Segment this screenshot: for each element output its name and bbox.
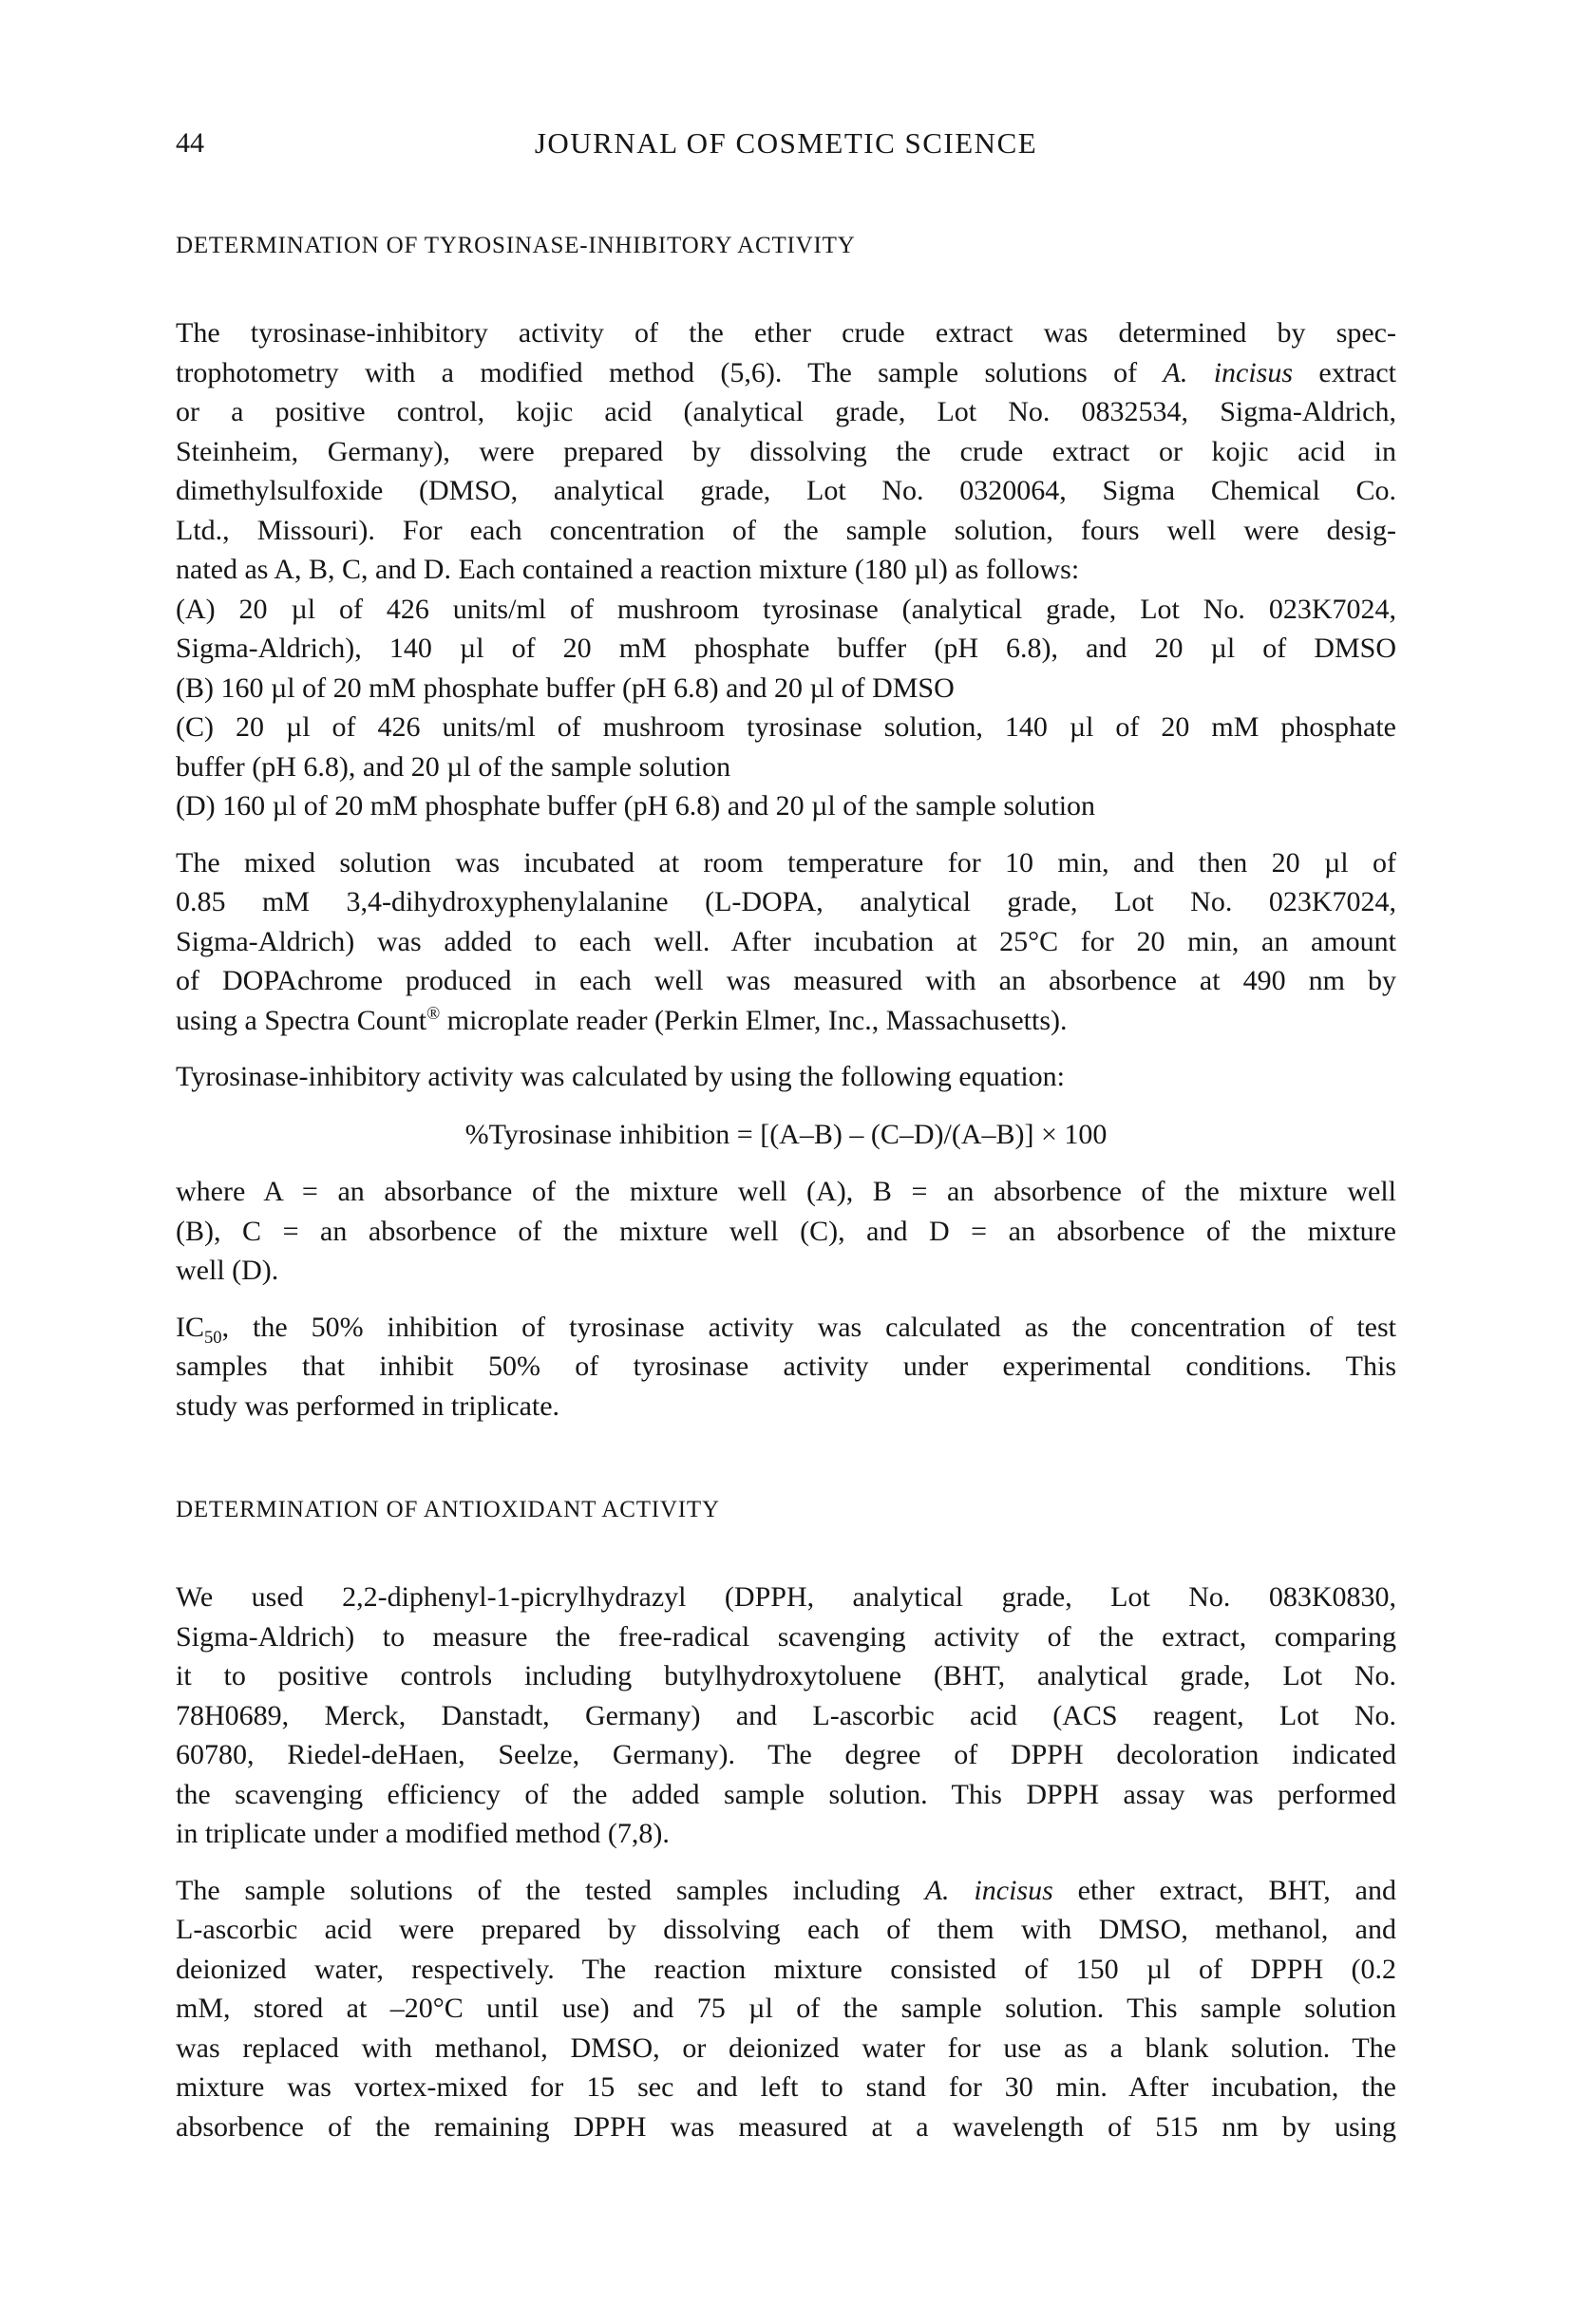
paragraph: [176, 1578, 1396, 1854]
text-line: Steinheim, Germany), were prepared by dissolving the crude extract or kojic acid in: [176, 435, 1396, 467]
paragraph: [176, 313, 1396, 826]
paragraph: [176, 1871, 1396, 2147]
text-line: of DOPAchrome produced in each well was measured with an absorbence at 490 nm by: [176, 965, 1396, 996]
text-line: mixture was vortex-mixed for 15 sec and left to stand for 30 min. After incubation, the: [176, 2071, 1396, 2103]
text-line: The sample solutions of the tested samples including A. incisus ether extract, BHT, and: [176, 1874, 1396, 1906]
text-line: where A = an absorbance of the mixture well (A), B = an absorbence of the mixture well: [176, 1176, 1396, 1207]
text-line: using a Spectra Count® microplate reader (Perkin Elmer, Inc., Massachusetts).: [176, 1003, 1068, 1036]
paragraph: [176, 1308, 1396, 1427]
page-header: [176, 125, 1396, 161]
text-line: in triplicate under a modified method (7,8).: [176, 1818, 670, 1849]
text-line: (A) 20 µl of 426 units/ml of mushroom tyrosinase (analytical grade, Lot No. 023K7024,: [176, 593, 1396, 625]
text-line: study was performed in triplicate.: [176, 1389, 560, 1422]
equation: %Tyrosinase inhibition = [(A–B) – (C–D)/(A–B)] × 100: [464, 1118, 1108, 1150]
text-line: Tyrosinase-inhibitory activity was calculated by using the following equation:: [176, 1061, 1066, 1092]
text-line: buffer (pH 6.8), and 20 µl of the sample solution: [176, 750, 731, 783]
text-line: well (D).: [176, 1255, 279, 1286]
text-line: The tyrosinase-inhibitory activity of the ether crude extract was determined by spec-: [176, 317, 1396, 349]
text-line: 60780, Riedel-deHaen, Seelze, Germany). The degree of DPPH decoloration indicated: [176, 1739, 1396, 1770]
paragraph: [176, 1057, 1396, 1097]
text-line: absorbence of the remaining DPPH was measured at a wavelength of 515 nm by using: [176, 2110, 1396, 2143]
text-line: Sigma-Aldrich), 140 µl of 20 mM phosphate buffer (pH 6.8), and 20 µl of DMSO: [176, 633, 1396, 664]
text-line: (D) 160 µl of 20 mM phosphate buffer (pH 6.8) and 20 µl of the sample solution: [176, 790, 1096, 822]
paragraph: [176, 1172, 1396, 1291]
section-heading: DETERMINATION OF ANTIOXIDANT ACTIVITY: [176, 1497, 720, 1522]
text-line: $IC_{50}$, the 50% inhibition of tyrosinase activity was calculated as the concentration of test: [176, 1311, 1396, 1348]
text-line: or a positive control, kojic acid (analytical grade, Lot No. 0832534, Sigma-Aldrich,: [176, 396, 1396, 427]
text-line: the scavenging efficiency of the added sample solution. This DPPH assay was performed: [176, 1778, 1396, 1810]
text-line: 0.85 mM 3,4-dihydroxyphenylalanine (L-DOPA, analytical grade, Lot No. 023K7024,: [176, 886, 1396, 917]
text-line: was replaced with methanol, DMSO, or deionized water for use as a blank solution. The: [176, 2031, 1396, 2064]
text-line: deionized water, respectively. The reaction mixture consisted of 150 µl of DPPH (0.2: [176, 1953, 1396, 1985]
text-line: nated as A, B, C, and D. Each contained a reaction mixture (180 µl) as follows:: [176, 554, 1080, 585]
text-line: Ltd., Missouri). For each concentration of the sample solution, fours well were desig-: [176, 514, 1396, 546]
text-line: (B), C = an absorbence of the mixture well (C), and D = an absorbence of the mixture: [176, 1215, 1396, 1247]
text-line: The mixed solution was incubated at room temperature for 10 min, and then 20 µl of: [176, 846, 1396, 879]
text-line: (B) 160 µl of 20 mM phosphate buffer (pH 6.8) and 20 µl of DMSO: [176, 671, 955, 704]
text-line: 78H0689, Merck, Danstadt, Germany) and L-ascorbic acid (ACS reagent, Lot No.: [176, 1699, 1396, 1731]
paragraph: [176, 843, 1396, 1041]
text-line: mM, stored at –20°C until use) and 75 µl of the sample solution. This sample solution: [176, 1993, 1396, 2024]
page-number: 44: [176, 127, 204, 159]
text-line: it to positive controls including butylhydroxytoluene (BHT, analytical grade, Lot No.: [176, 1660, 1396, 1691]
text-line: Sigma-Aldrich) to measure the free-radical scavenging activity of the extract, comparing: [176, 1620, 1396, 1653]
text-line: dimethylsulfoxide (DMSO, analytical grade, Lot No. 0320064, Sigma Chemical Co.: [176, 475, 1396, 506]
text-line: (C) 20 µl of 426 units/ml of mushroom tyrosinase solution, 140 µl of 20 mM phosphate: [176, 711, 1396, 743]
page-body: [176, 232, 1396, 2146]
section-heading: DETERMINATION OF TYROSINASE-INHIBITORY ACTIVITY: [176, 233, 856, 258]
text-line: L-ascorbic acid were prepared by dissolving each of them with DMSO, methanol, and: [176, 1914, 1396, 1945]
text-line: Sigma-Aldrich) was added to each well. After incubation at 25°C for 20 min, an amount: [176, 925, 1396, 957]
journal-title: JOURNAL OF COSMETIC SCIENCE: [534, 126, 1038, 160]
text-line: trophotometry with a modified method (5,6). The sample solutions of A. incisus extract: [176, 356, 1396, 388]
text-line: samples that inhibit 50% of tyrosinase activity under experimental conditions. This: [176, 1351, 1396, 1382]
text-line: We used 2,2-diphenyl-1-picrylhydrazyl (DPPH, analytical grade, Lot No. 083K0830,: [176, 1581, 1396, 1613]
